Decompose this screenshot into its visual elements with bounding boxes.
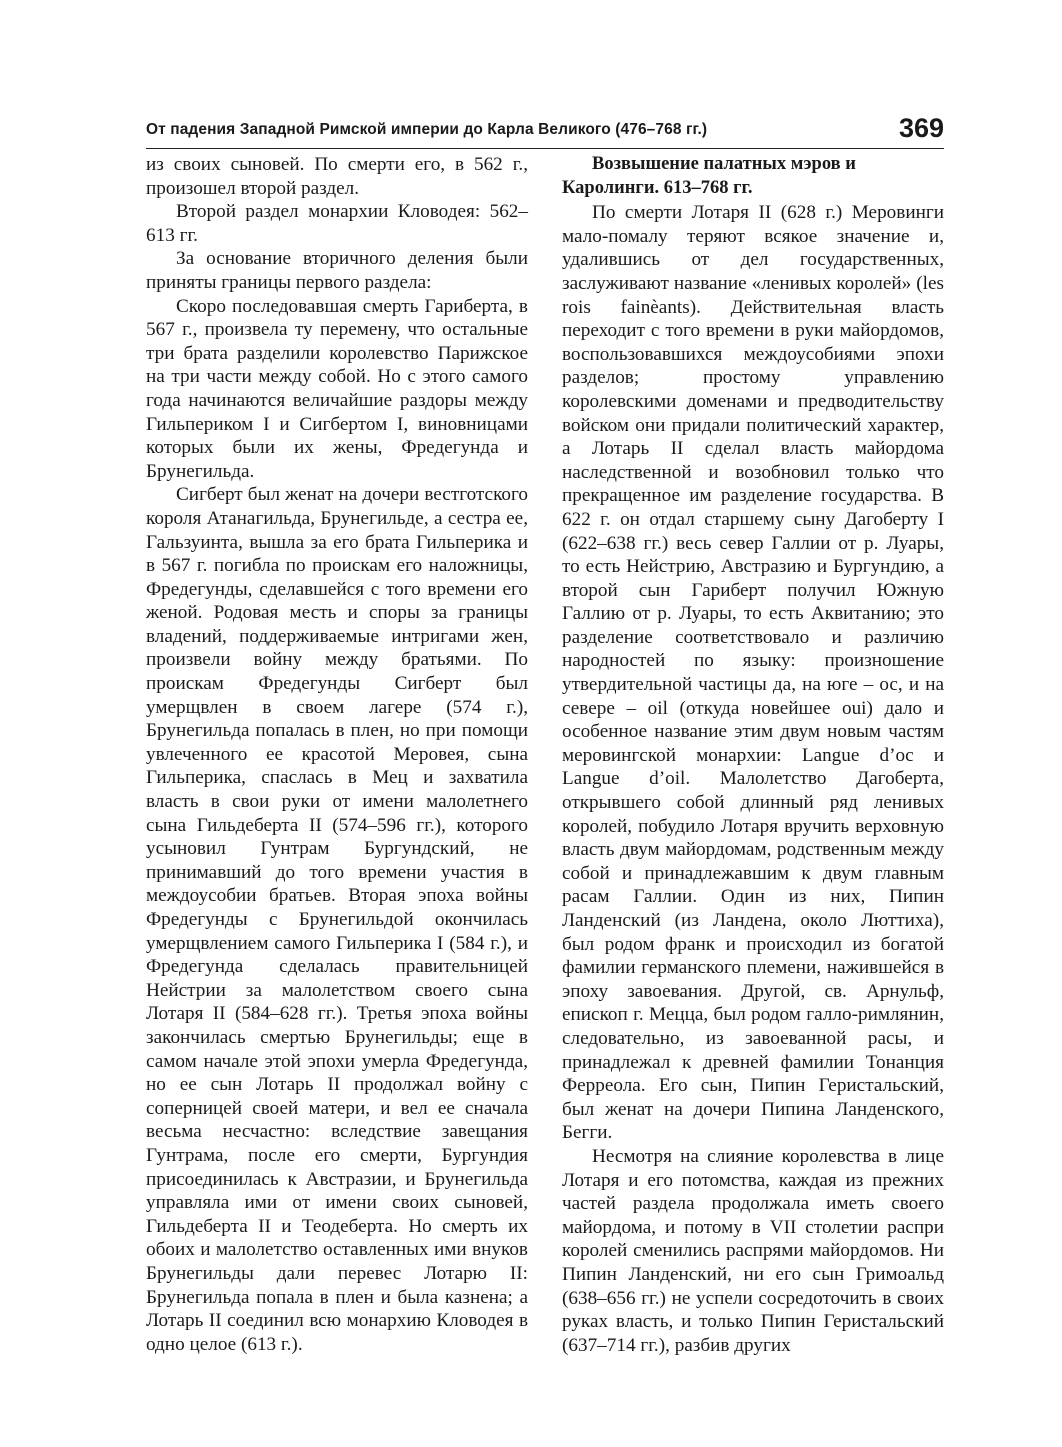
paragraph: За основание вторичного деления были приняты границы первого раздела: — [146, 248, 528, 293]
paragraph: Скоро последовавшая смерть Гариберта, в 567 г., произвела ту перемену, что остальные три брата разделили королевство Парижское на три части между собой. Но с этого самого года начинаются величайшие раздоры между Гильпериком I и Сигбертом I, виновницами которых были их жены, Фредегунда и Брунегильда. — [146, 295, 528, 482]
right-column — [562, 153, 944, 1357]
running-header — [146, 108, 944, 149]
paragraph: Несмотря на слияние королевства в лице Лотаря и его потомства, каждая из прежних частей раздела продолжала иметь своего майордома, и потому в VII столетии распри королей сменились распрями майордомов. Ни Пипин Ланденский, ни его сын Гримоальд (638–656 гг.) не успели сосредоточить в своих руках власть, и только Пипин Геристальский (637–714 гг.), разбив других — [562, 1145, 944, 1356]
paragraph: Сигберт был женат на дочери вестготского короля Атанагильда, Брунегильде, а сестра ее, Гальзуинта, вышла за его брата Гильперика и в 567 г. погибла по проискам его наложницы, Фредегунды, сделавшейся с того времени его женой. Родовая месть и споры за границы владений, поддерживаемые интригами жен, произвели войну между братьями. По проискам Фредегунды Сигберт был умерщвлен в своем лагере (574 г.), Брунегильда попалась в плен, но при помощи увлеченного ее красотой Меровея, сына Гильперика, спаслась в Мец и захватила власть в свои руки от имени малолетнего сына Гильдеберта II (574–596 гг.), которого усыновил Гунтрам Бургундский, не принимавший до того времени участия в междоусобии братьев. Вторая эпоха войны Фредегунды с Брунегильдой окончилась умерщвлением самого Гильперика I (584 г.), и Фредегунда сделалась правительницей Нейстрии за малолетством своего сына Лотаря II (584–628 гг.). Третья эпоха войны закончилась смертью Брунегильды; еще в самом начале этой эпохи умерла Фредегунда, но ее сын Лотарь II продолжал войну с соперницей своей матери, и вел ее сначала весьма несчастно: вследствие завещания Гунтрама, после его смерти, Бургундия присоединилась к Австразии, и Брунегильда управляла ими от имени своих сыновей, Гильдеберта II и Теодеберта. Но смерть их обоих и малолетство оставленных ими внуков Брунегильды дали перевес Лотарю II: Брунегильда попала в плен и была казнена; а Лотарь II соединил всю монархию Кловодея в одно целое (613 г.). — [146, 484, 528, 1355]
section-heading: Возвышение палатных мэров и Каролинги. 613–768 гг. — [562, 154, 856, 198]
left-column — [146, 153, 528, 1356]
paragraph: Второй раздел монархии Кловодея: 562–613 гг. — [146, 201, 528, 246]
paragraph: По смерти Лотаря II (628 г.) Меровинги мало-помалу теряют всякое значение и, удалившись от дел государственных, заслуживают название «ленивых королей» (les rois fainèants). Действительная власть переходит с того времени в руки майордомов, воспользовавшихся междоусобиями эпохи разделов; простому управлению королевскими доменами и предводительству войском они придали политический характер, а Лотарь II сделал власть майордома наследственной и возобновил только что прекращенное им разделение государства. В 622 г. он отдал старшему сыну Дагоберту I (622–638 гг.) весь север Галлии от р. Луары, то есть Нейстрию, Австразию и Бургундию, а второй сын Гариберт получил Южную Галлию от р. Луары, то есть Аквитанию; это разделение соответствовало и различию народностей по языку: произношение утвердительной частицы да, на юге – ос, и на севере – oil (откуда новейшее oui) дало и особенное название этим двум новым частям меровингской монархии: Langue d’oc и Langue d’oil. Малолетство Дагоберта, открывшего собой длинный ряд ленивых королей, побудило Лотаря вручить верховную власть двум майордомам, родственным между собой и принадлежавшим к двум главным расам Галлии. Один из них, Пипин Ланденский (из Ландена, около Люттиха), был родом франк и происходил из богатой фамилии германского племени, нажившейся в эпоху завоевания. Другой, св. Арнульф, епископ г. Мецца, был родом галло-римлянин, следовательно, из завоеванной расы, и принадлежал к древней фамилии Тонанция Ферреола. Его сын, Пипин Геристальский, был женат на дочери Пипина Ланденского, Бегги. — [562, 202, 944, 1144]
paragraph: из своих сыновей. По смерти его, в 562 г., произошел второй раздел. — [146, 154, 528, 199]
page-number: 369 — [898, 113, 944, 143]
running-title: От падения Западной Римской империи до Карла Великого (476–768 гг.) — [146, 121, 708, 138]
